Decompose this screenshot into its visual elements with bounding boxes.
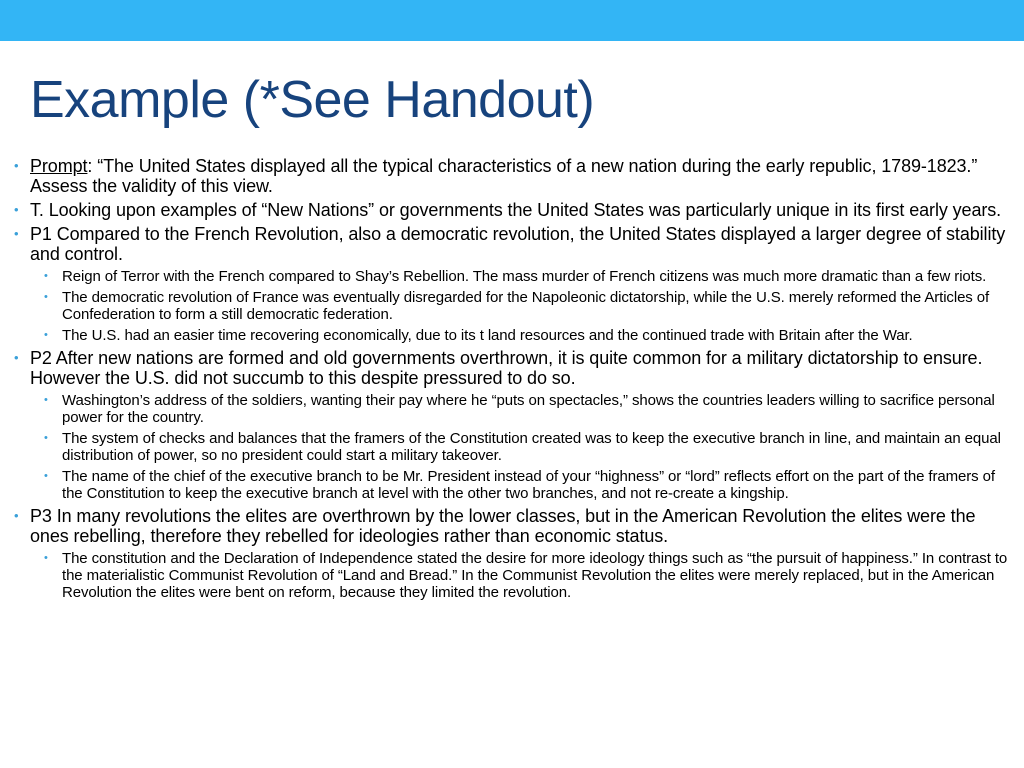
bullet-thesis — [14, 200, 1014, 220]
sub-bullet-icon: • — [44, 270, 48, 282]
slide-title: Example (*See Handout) — [30, 71, 595, 129]
p2-text: P2 After new nations are formed and old governments overthrown, it is quite common for a military dictatorship to ensure. However the U.S. did not succumb to this despite pressured to do so. — [30, 348, 983, 388]
slide-body — [14, 156, 1014, 605]
sub-bullet-p2-2 — [44, 430, 1014, 464]
sub-bullet-text: The democratic revolution of France was eventually disregarded for the Napoleonic dictatorship, while the U.S. merely reformed the Articles of Confederation to form a still democratic federation. — [62, 289, 990, 323]
sub-bullet-text: The U.S. had an easier time recovering economically, due to its t land resources and the continued trade with Britain after the War. — [62, 327, 913, 344]
bullet-icon: • — [14, 226, 19, 241]
thesis-text: T. Looking upon examples of “New Nations” or governments the United States was particularly unique in its first early years. — [30, 200, 1002, 220]
sub-bullet-icon: • — [44, 552, 48, 564]
sub-bullet-icon: • — [44, 291, 48, 303]
p1-text: P1 Compared to the French Revolution, also a democratic revolution, the United States displayed a larger degree of stability and control. — [30, 224, 1006, 264]
sub-bullet-text: The system of checks and balances that the framers of the Constitution created was to keep the executive branch in line, and maintain an equal distribution of power, so no president could start a military takeover. — [62, 430, 1001, 464]
sub-bullet-p1-1 — [44, 268, 1014, 285]
bullet-icon: • — [14, 158, 19, 173]
prompt-label: Prompt — [30, 156, 88, 176]
sub-bullet-text: The name of the chief of the executive branch to be Mr. President instead of your “highness” or “lord” reflects effort on the part of the framers of the Constitution to keep the executive branch at level with the other two branches, and not re-create a kingship. — [62, 468, 995, 502]
bullet-icon: • — [14, 350, 19, 365]
sub-bullet-p1-2 — [44, 289, 1014, 323]
sub-bullet-p2-3 — [44, 468, 1014, 502]
sub-bullet-text: Washington’s address of the soldiers, wanting their pay where he “puts on spectacles,” shows the countries leaders willing to sacrifice personal power for the country. — [62, 392, 995, 426]
prompt-text: : “The United States displayed all the typical characteristics of a new nation during the early republic, 1789-1823.” Assess the validity of this view. — [30, 156, 978, 196]
bullet-icon: • — [14, 202, 19, 217]
p3-text: P3 In many revolutions the elites are overthrown by the lower classes, but in the American Revolution the elites were the ones rebelling, therefore they rebelled for ideologies rather than economic status. — [30, 506, 976, 546]
top-accent-bar — [0, 0, 1024, 41]
sub-bullet-text: Reign of Terror with the French compared to Shay’s Rebellion. The mass murder of French citizens was much more dramatic than a few riots. — [62, 268, 987, 285]
sub-bullet-icon: • — [44, 394, 48, 406]
bullet-p3 — [14, 506, 1014, 546]
sub-bullet-text: The constitution and the Declaration of Independence stated the desire for more ideology things such as “the pursuit of happiness.” In contrast to the materialistic Communist Revolution of “Land and Bread.” In the Communist Revolution the elites were merely replaced, but in the American Revolution the elites were bent on reform, because they limited the revolution. — [62, 550, 1008, 601]
bullet-icon: • — [14, 508, 19, 523]
sub-bullet-icon: • — [44, 470, 48, 482]
sub-bullet-p1-3 — [44, 327, 1014, 344]
bullet-p2 — [14, 348, 1014, 388]
sub-bullet-icon: • — [44, 329, 48, 341]
sub-bullet-p3-1 — [44, 550, 1014, 601]
sub-bullet-p2-1 — [44, 392, 1014, 426]
bullet-p1 — [14, 224, 1014, 264]
bullet-prompt — [14, 156, 1014, 196]
sub-bullet-icon: • — [44, 432, 48, 444]
